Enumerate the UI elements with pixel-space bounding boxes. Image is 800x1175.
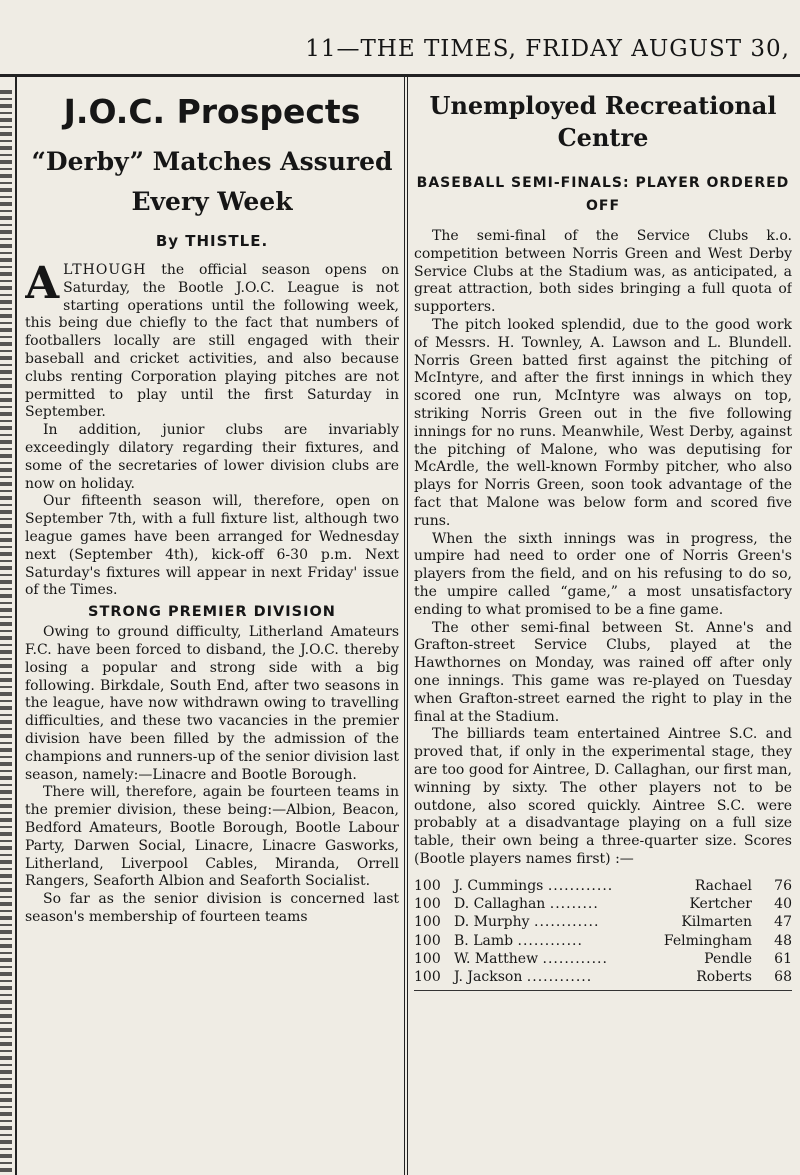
left-paragraph-1-text: the official season opens on Saturday, the Bootle J.O.C. League is not starting operations until the following week, this being due chiefly to the fact that numbers of footballers locally are still engaged with their baseball and cricket activities, and also because clubs renting Corporation playing pitches are not permitted to play until the first Saturday in September. xyxy=(25,262,399,421)
right-paragraph-5: The billiards team entertained Aintree S.C. and proved that, if only in the experimental stage, they are too good for Aintree, D. Callaghan, our first man, winning by sixty. The other players not to be outdone, also scored quickly. Aintree S.C. were probably at a disadvantage playing on a full size table, their own being a three-quarter size. Scores (Bootle players names first) :— xyxy=(414,726,792,867)
score-cell: 61 xyxy=(774,950,792,967)
right-headline: Unemployed Recreational Centre xyxy=(429,91,777,152)
home-player: J. Jackson xyxy=(454,969,523,986)
away-player-cell: Rachael xyxy=(694,877,752,894)
table-row xyxy=(414,950,792,968)
left-article xyxy=(25,82,399,1175)
points-cell: 100 xyxy=(414,914,441,931)
right-paragraph-2: The pitch looked splendid, due to the good work of Messrs. H. Townley, A. Lawson and L. Blundell. Norris Green batted first against the pitching of McIntyre, and after the first innings in which they scored one run, McIntyre was always on top, striking Norris Green out in the five following innings for no runs. Meanwhile, West Derby, against the pitching of Malone, who was deputising for McArdle, the well-known Formby pitcher, who also plays for Norris Green, soon took advantage of the fact that Malone was below form and scored five runs. xyxy=(414,316,792,529)
left-column-rule xyxy=(15,76,17,1175)
leader-dots: ............ xyxy=(547,877,614,894)
home-player-cell xyxy=(450,877,613,895)
home-player: D. Murphy xyxy=(454,914,530,931)
left-subheadline: “Derby” Matches Assured Every Week xyxy=(31,147,393,216)
left-headline: J.O.C. Prospects xyxy=(63,92,361,131)
table-row xyxy=(414,968,792,986)
away-player-cell: Kilmarten xyxy=(681,914,752,931)
score-cell: 48 xyxy=(774,932,792,949)
home-player: W. Matthew xyxy=(454,950,539,967)
column-divider xyxy=(404,76,408,1175)
score-cell: 47 xyxy=(774,914,792,931)
score-cell: 40 xyxy=(774,895,792,912)
right-subheadline: BASEBALL SEMI-FINALS: PLAYER ORDERED OFF xyxy=(416,175,790,214)
opening-caps: LTHOUGH xyxy=(63,262,147,278)
leader-dots: ............ xyxy=(517,932,583,949)
table-row xyxy=(414,913,792,931)
top-rule xyxy=(0,74,800,77)
away-player-cell: Pendle xyxy=(704,950,752,967)
leader-dots: ............ xyxy=(534,914,600,931)
table-row xyxy=(414,932,792,950)
score-cell: 68 xyxy=(774,969,792,986)
home-player-cell xyxy=(450,913,613,931)
away-player-cell: Roberts xyxy=(696,969,752,986)
home-player: J. Cummings xyxy=(454,877,544,894)
decorative-border xyxy=(0,90,12,1175)
home-player: D. Callaghan xyxy=(454,895,546,912)
masthead: 11—THE TIMES, FRIDAY AUGUST 30, xyxy=(305,36,790,62)
home-player: B. Lamb xyxy=(454,932,514,949)
points-cell: 100 xyxy=(414,877,441,894)
home-player-cell xyxy=(450,932,613,950)
right-paragraph-3: When the sixth innings was in progress, the umpire had need to order one of Norris Green's players from the field, and on his refusing to do so, the umpire called “game,” a most unsatisfactory ending to what promised to be a fine game. xyxy=(414,530,792,618)
left-paragraph-3: Our fifteenth season will, therefore, open on September 7th, with a full fixture list, although two league games have been arranged for Wednesday next (September 4th), kick-off 6-30 p.m. Next Saturday's fixtures will appear in next Friday' issue of the Times. xyxy=(25,493,399,599)
home-player-cell xyxy=(450,968,613,986)
home-player-cell xyxy=(450,950,613,968)
leader-dots: ............ xyxy=(542,950,608,967)
points-cell: 100 xyxy=(414,932,441,949)
points-cell: 100 xyxy=(414,950,441,967)
section-heading: STRONG PREMIER DIVISION xyxy=(88,604,336,621)
table-row xyxy=(414,895,792,913)
end-rule xyxy=(414,990,792,991)
score-cell: 76 xyxy=(774,877,792,894)
points-cell: 100 xyxy=(414,895,441,912)
left-paragraph-2: In addition, junior clubs are invariably exceedingly dilatory regarding their fixtures, and some of the secretaries of lower division clubs are now on holiday. xyxy=(25,422,399,492)
table-row xyxy=(414,877,792,895)
left-paragraph-5: There will, therefore, again be fourteen teams in the premier division, these being:—Albion, Beacon, Bedford Amateurs, Bootle Borough, Bootle Labour Party, Darwen Social, Linacre, Linacre Gasworks, Litherland, Liverpool Cables, Miranda, Orrell Rangers, Seaforth Albion and Seaforth Socialist. xyxy=(25,784,399,890)
right-paragraph-1: The semi-final of the Service Clubs k.o. competition between Norris Green and West Derby Service Clubs at the Stadium was, as anticipated, a great attraction, both sides bringing a full quota of supporters. xyxy=(414,228,792,316)
right-article xyxy=(414,82,792,1175)
right-paragraph-4: The other semi-final between St. Anne's and Grafton-street Service Clubs, played at the Hawthornes on Monday, was rained off after only one innings. This game was re-played on Tuesday when Grafton-street earned the right to play in the final at the Stadium. xyxy=(414,619,792,725)
home-player-cell xyxy=(450,895,613,913)
left-paragraph-1 xyxy=(25,258,399,422)
leader-dots: ............ xyxy=(526,969,593,986)
away-player-cell: Felmingham xyxy=(663,932,752,949)
drop-cap: A xyxy=(25,258,60,309)
away-player-cell: Kertcher xyxy=(689,895,752,912)
left-paragraph-4: Owing to ground difficulty, Litherland Amateurs F.C. have been forced to disband, the J.O.C. thereby losing a popular and strong side with a big following. Birkdale, South End, after two seasons in the league, have now withdrawn owing to travelling difficulties, and these two vacancies in the premier division have been filled by the admission of the champions and runners-up of the senior division last season, namely:—Linacre and Bootle Borough. xyxy=(25,624,399,783)
points-cell: 100 xyxy=(414,969,441,986)
left-paragraph-6: So far as the senior division is concerned last season's membership of fourteen teams xyxy=(25,891,399,925)
leader-dots: ......... xyxy=(549,895,599,912)
billiards-scores-table xyxy=(414,877,792,987)
byline: By THISTLE. xyxy=(155,232,269,250)
